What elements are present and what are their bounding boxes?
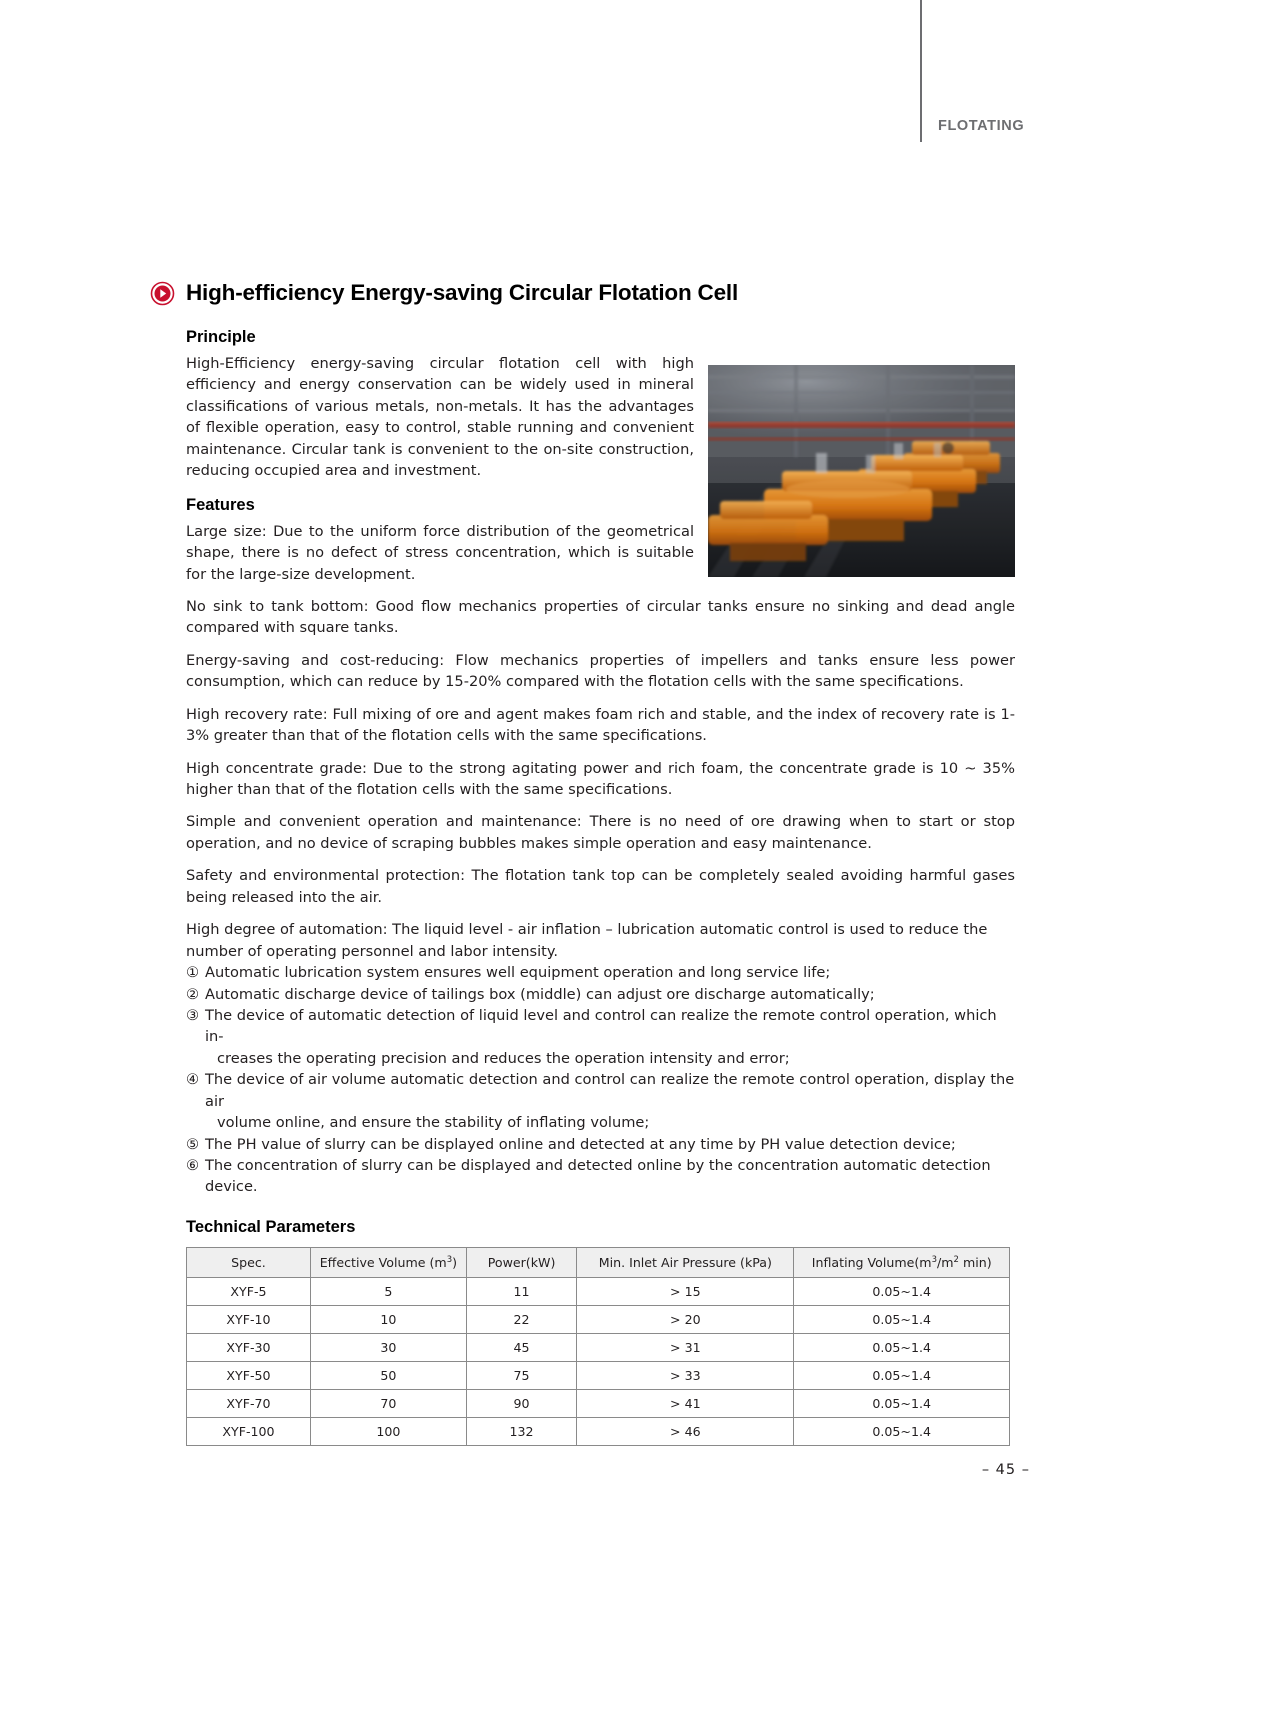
section-heading-principle: Principle bbox=[186, 328, 256, 346]
cell-spec: XYF-70 bbox=[187, 1389, 311, 1417]
red-circle-arrow-icon bbox=[150, 281, 175, 306]
column-header-power: Power(kW) bbox=[466, 1247, 577, 1277]
feature-paragraph-large-size: Large size: Due to the uniform force distribution of the geometrical shape, there is no defect of stress concentration, which is suitable for the large-size development. bbox=[186, 522, 694, 583]
cell-volume: 5 bbox=[310, 1277, 466, 1305]
cell-volume: 30 bbox=[310, 1333, 466, 1361]
feature-paragraph-operation-maintenance: Simple and convenient operation and maintenance: There is no need of ore drawing when to start or stop operation, and no device of scraping bubbles makes simple operation and easy maintenance. bbox=[186, 813, 1015, 852]
header-divider bbox=[920, 0, 922, 142]
cell-volume: 70 bbox=[310, 1389, 466, 1417]
cell-inflating: 0.05~1.4 bbox=[794, 1417, 1010, 1445]
automation-list bbox=[186, 962, 1015, 1198]
list-item bbox=[186, 1155, 1015, 1198]
cell-volume: 50 bbox=[310, 1361, 466, 1389]
table-header bbox=[187, 1247, 1010, 1277]
list-item-text: The concentration of slurry can be displayed and detected online by the concentration automatic detection device. bbox=[205, 1157, 991, 1196]
section-heading-technical-parameters: Technical Parameters bbox=[186, 1217, 356, 1236]
column-header-spec: Spec. bbox=[187, 1247, 311, 1277]
principle-paragraph: High-Efficiency energy-saving circular flotation cell with high efficiency and energy conservation can be widely used in mineral classifications of various metals, non-metals. It has the advantages of flexible operation, easy to control, stable running and convenient maintenance. Circular tank is convenient to the on-site construction, reducing occupied area and investment. bbox=[186, 355, 694, 480]
circled-number-6: ⑥ bbox=[186, 1157, 200, 1174]
cell-power: 75 bbox=[466, 1361, 577, 1389]
list-item bbox=[186, 1069, 1015, 1133]
list-item-text: Automatic lubrication system ensures well equipment operation and long service life; bbox=[205, 964, 831, 982]
section-heading-features: Features bbox=[186, 495, 255, 514]
table-row bbox=[187, 1361, 1010, 1389]
cell-volume: 100 bbox=[310, 1417, 466, 1445]
cell-inflating: 0.05~1.4 bbox=[794, 1305, 1010, 1333]
list-item bbox=[186, 962, 1015, 983]
cell-spec: XYF-100 bbox=[187, 1417, 311, 1445]
page-title: High-efficiency Energy-saving Circular Flotation Cell bbox=[186, 280, 739, 305]
cell-spec: XYF-30 bbox=[187, 1333, 311, 1361]
circled-number-4: ④ bbox=[186, 1071, 200, 1089]
list-item bbox=[186, 1134, 1015, 1155]
circled-number-2: ② bbox=[186, 985, 200, 1003]
feature-paragraph-energy-saving: Energy-saving and cost-reducing: Flow mechanics properties of impellers and tanks ensure less power consumption, which can reduce by 15-20% compared with the flotation cells with the same specifications. bbox=[186, 651, 1015, 691]
table-body bbox=[187, 1277, 1010, 1445]
cell-power: 90 bbox=[466, 1389, 577, 1417]
table-row bbox=[187, 1333, 1010, 1361]
table-row bbox=[187, 1417, 1010, 1445]
table-row bbox=[187, 1277, 1010, 1305]
column-header-effective-volume: Effective Volume $(m^3)$ bbox=[310, 1247, 466, 1277]
header-section-label: FLOTATING bbox=[938, 118, 1025, 134]
column-header-inflating-volume: Inflating $Volume(m^3/m^2$ min) bbox=[794, 1247, 1010, 1277]
cell-spec: XYF-50 bbox=[187, 1361, 311, 1389]
cell-power: 132 bbox=[466, 1417, 577, 1445]
circled-number-5: ⑤ bbox=[186, 1135, 200, 1153]
cell-inflating: 0.05~1.4 bbox=[794, 1389, 1010, 1417]
cell-inflating: 0.05~1.4 bbox=[794, 1333, 1010, 1361]
cell-power: 22 bbox=[466, 1305, 577, 1333]
table-row bbox=[187, 1389, 1010, 1417]
cell-spec: XYF-5 bbox=[187, 1277, 311, 1305]
cell-pressure: > 41 bbox=[577, 1389, 794, 1417]
cell-power: 45 bbox=[466, 1333, 577, 1361]
list-item-text: Automatic discharge device of tailings box (middle) can adjust ore discharge automatically; bbox=[205, 985, 875, 1003]
feature-paragraph-recovery-rate: High recovery rate: Full mixing of ore and agent makes foam rich and stable, and the index of recovery rate is 1-3% greater than that of the flotation cells with the same specifications. bbox=[186, 705, 1015, 745]
cell-pressure: > 33 bbox=[577, 1361, 794, 1389]
list-item-text: The device of automatic detection of liquid level and control can realize the remote control operation, which in- bbox=[205, 1006, 997, 1046]
circled-number-1: ① bbox=[186, 964, 200, 982]
cell-power: 11 bbox=[466, 1277, 577, 1305]
feature-paragraph-safety: Safety and environmental protection: The flotation tank top can be completely sealed avoiding harmful gases being released into the air. bbox=[186, 867, 1015, 906]
list-item-continuation: creases the operating precision and reduces the operation intensity and error; bbox=[217, 1049, 790, 1067]
page-content bbox=[150, 280, 1015, 1446]
list-item-text: The PH value of slurry can be displayed online and detected at any time by PH value detection device; bbox=[205, 1135, 956, 1153]
technical-parameters-table-wrapper bbox=[186, 1247, 1010, 1446]
cell-inflating: 0.05~1.4 bbox=[794, 1277, 1010, 1305]
feature-paragraph-automation: High degree of automation: The liquid level - air inflation – lubrication automatic control is used to reduce the number of operating personnel and labor intensity. bbox=[186, 921, 988, 960]
cell-spec: XYF-10 bbox=[187, 1305, 311, 1333]
page-title-row bbox=[150, 280, 1015, 306]
technical-parameters-table bbox=[186, 1247, 1010, 1446]
list-item-continuation: volume online, and ensure the stability of inflating volume; bbox=[217, 1114, 650, 1132]
table-row bbox=[187, 1305, 1010, 1333]
page-number: – 45 – bbox=[981, 1462, 1030, 1478]
cell-volume: 10 bbox=[310, 1305, 466, 1333]
cell-pressure: > 31 bbox=[577, 1333, 794, 1361]
list-item bbox=[186, 1005, 1015, 1069]
page-header bbox=[920, 0, 1276, 142]
list-item bbox=[186, 984, 1015, 1005]
circled-number-3: ③ bbox=[186, 1006, 200, 1024]
cell-pressure: > 46 bbox=[577, 1417, 794, 1445]
column-header-min-inlet-air-pressure: Min. Inlet Air Pressure (kPa) bbox=[577, 1247, 794, 1277]
list-item-text: The device of air volume automatic detection and control can realize the remote control operation, display the air bbox=[205, 1071, 1015, 1110]
cell-inflating: 0.05~1.4 bbox=[794, 1361, 1010, 1389]
cell-pressure: > 20 bbox=[577, 1305, 794, 1333]
feature-paragraph-no-sink: No sink to tank bottom: Good flow mechanics properties of circular tanks ensure no sinking and dead angle compared with square tanks. bbox=[186, 597, 1015, 637]
table-header-row bbox=[187, 1247, 1010, 1277]
cell-pressure: > 15 bbox=[577, 1277, 794, 1305]
feature-paragraph-concentrate-grade: High concentrate grade: Due to the strong agitating power and rich foam, the concentrate grade is 10 ~ 35% higher than that of the flotation cells with the same specifications. bbox=[186, 759, 1015, 798]
